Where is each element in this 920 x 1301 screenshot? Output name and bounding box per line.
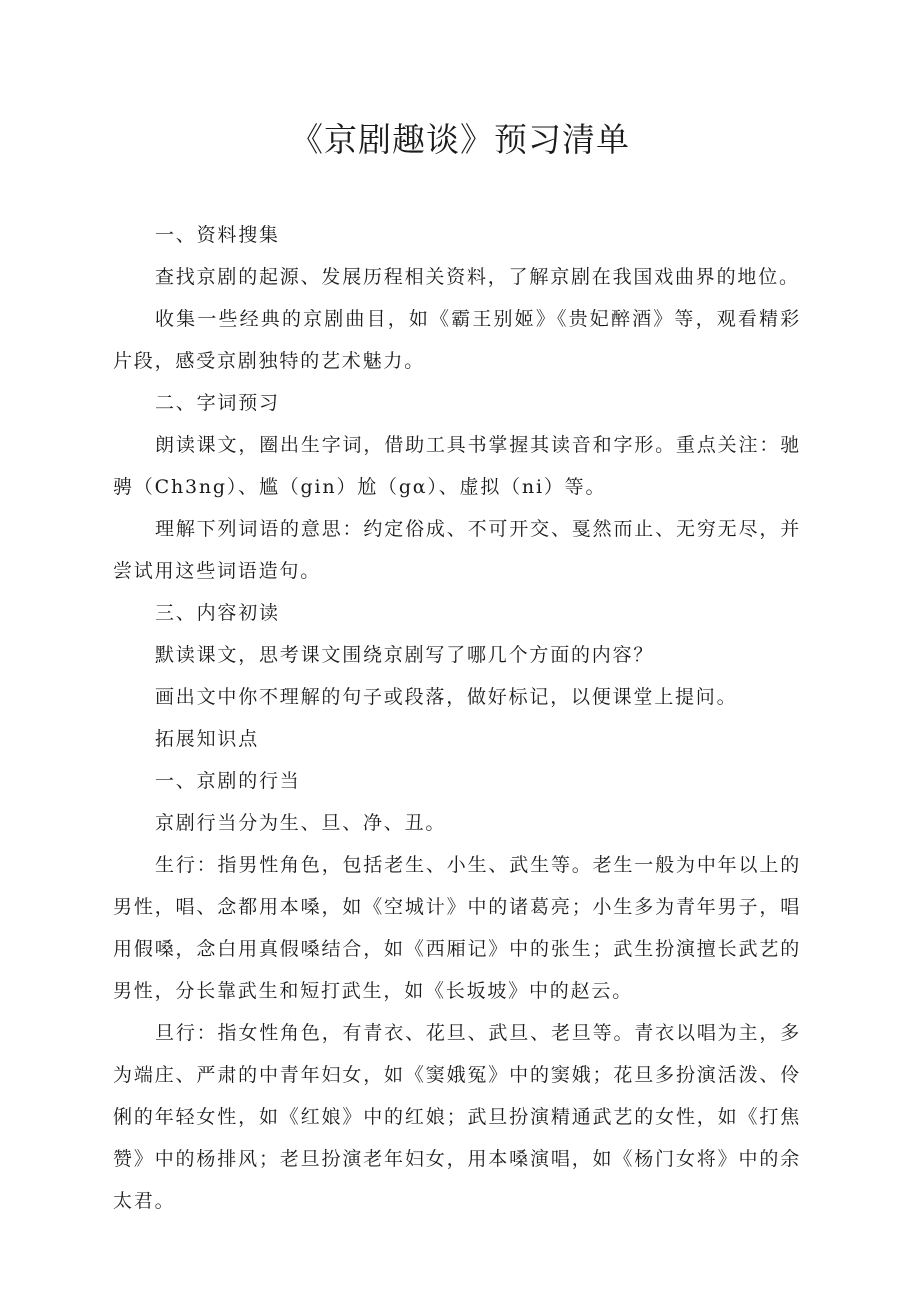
paragraph: 画出文中你不理解的句子或段落，做好标记，以便课堂上提问。 xyxy=(155,686,738,708)
paragraph: 收集一些经典的京剧曲目，如《霸王别姬》《贵妃醉酒》等，观看精彩片段，感受京剧独特的艺术魅力。 xyxy=(113,308,801,372)
section-heading-vocabulary: 二、字词预习 xyxy=(155,392,280,414)
paragraph: 朗读课文，圈出生字词，借助工具书掌握其读音和字形。重点关注：驰骋（Ch3ng）、尴（gin）尬（gα）、虚拟（ni）等。 xyxy=(113,434,801,498)
section-heading-roles: 一、京剧的行当 xyxy=(155,770,301,792)
paragraph: 旦行：指女性角色，有青衣、花旦、武旦、老旦等。青衣以唱为主，多为端庄、严肃的中青年妇女，如《窦娥冤》中的窦娥；花旦多扮演活泼、伶俐的年轻女性，如《红娘》中的红娘；武旦扮演精通武艺的女性，如《打焦赞》中的杨排风；老旦扮演老年妇女，用本嗓演唱，如《杨门女将》中的余太君。 xyxy=(113,1022,801,1212)
section-heading-extension: 拓展知识点 xyxy=(155,728,260,750)
page-title: 《京剧趣谈》预习清单 xyxy=(290,120,630,159)
paragraph: 京剧行当分为生、旦、净、丑。 xyxy=(155,812,447,834)
section-heading-reading: 三、内容初读 xyxy=(155,602,280,624)
section-heading-materials: 一、资料搜集 xyxy=(155,224,280,246)
document-body xyxy=(113,214,801,1222)
paragraph: 查找京剧的起源、发展历程相关资料，了解京剧在我国戏曲界的地位。 xyxy=(155,266,800,288)
paragraph: 生行：指男性角色，包括老生、小生、武生等。老生一般为中年以上的男性，唱、念都用本嗓，如《空城计》中的诸葛亮；小生多为青年男子，唱用假嗓，念白用真假嗓结合，如《西厢记》中的张生；武生扮演擅长武艺的男性，分长靠武生和短打武生，如《长坂坡》中的赵云。 xyxy=(113,854,801,1002)
paragraph: 默读课文，思考课文围绕京剧写了哪几个方面的内容？ xyxy=(155,644,655,666)
paragraph: 理解下列词语的意思：约定俗成、不可开交、戛然而止、无穷无尽，并尝试用这些词语造句。 xyxy=(113,518,801,582)
